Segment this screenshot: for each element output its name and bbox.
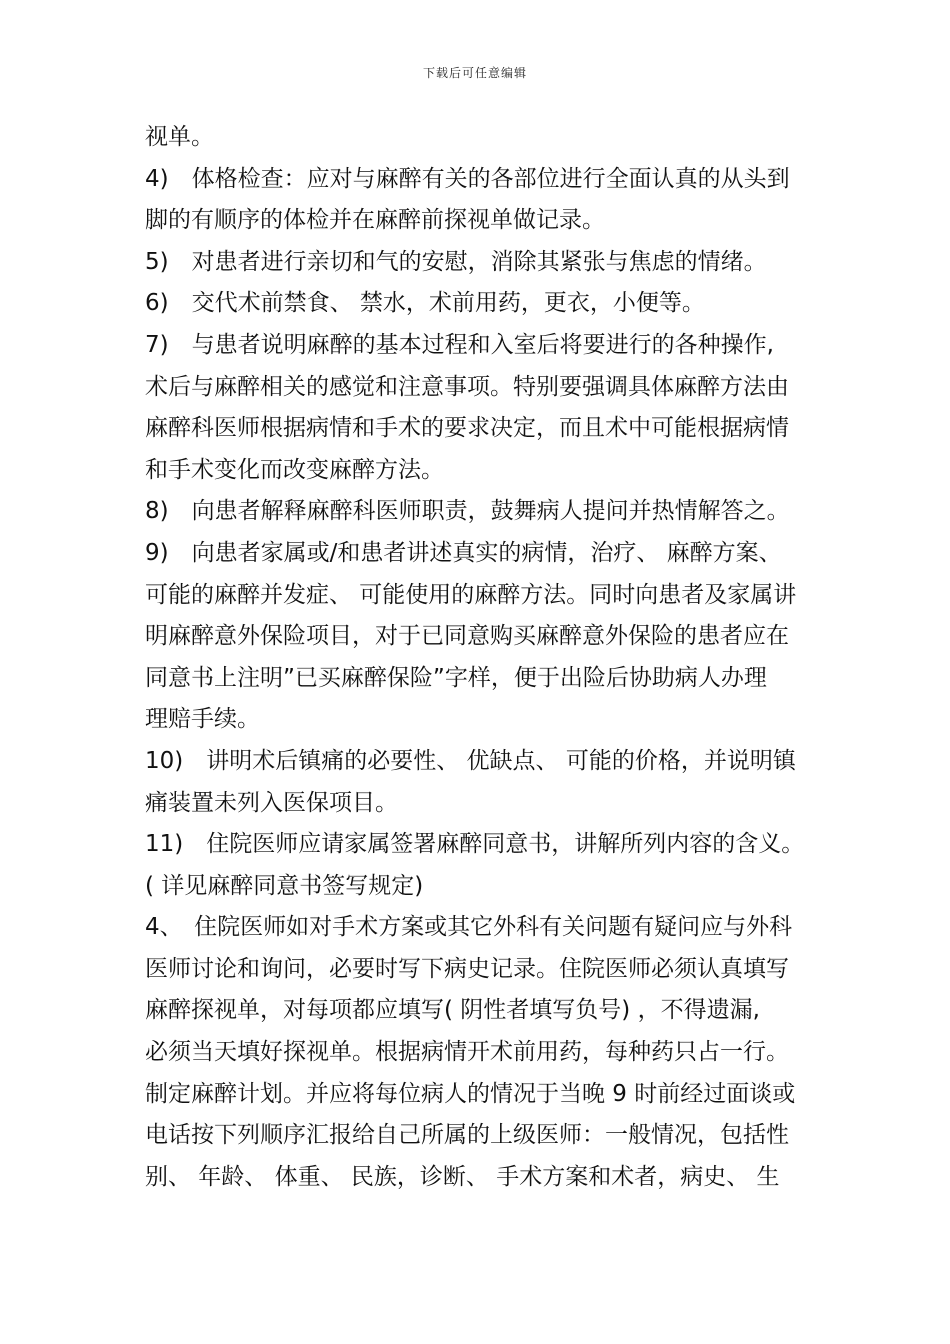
text-line: 5) 对患者进行亲切和气的安慰，消除其紧张与焦虑的情绪。 [145, 248, 767, 275]
text-line: 7) 与患者说明麻醉的基本过程和入室后将要进行的各种操作, [145, 331, 774, 358]
text-line: 电话按下列顺序汇报给自己所属的上级医师：一般情况，包括性 [145, 1122, 789, 1149]
text-line: 视单。 [145, 124, 214, 150]
text-line: 8) 向患者解释麻醉科医师职责，鼓舞病人提问并热情解答之。 [145, 498, 790, 525]
page-header: 下载后可任意编辑 [422, 66, 527, 80]
text-line: ( 详见麻醉同意书签写规定) [145, 872, 424, 899]
text-line: 可能的麻醉并发症、 可能使用的麻醉方法。同时向患者及家属讲 [145, 581, 797, 608]
text-line: 10) 讲明术后镇痛的必要性、 优缺点、 可能的价格，并说明镇 [145, 747, 796, 774]
text-line: 4) 体格检查：应对与麻醉有关的各部位进行全面认真的从头到 [145, 165, 790, 192]
text-line: 痛装置未列入医保项目。 [145, 789, 398, 816]
text-line: 明麻醉意外保险项目，对于已同意购买麻醉意外保险的患者应在 [145, 623, 789, 650]
text-line: 制定麻醉计划。并应将每位病人的情况于当晚 9 时前经过面谈或 [145, 1080, 796, 1107]
text-line: 4、 住院医师如对手术方案或其它外科有关问题有疑问应与外科 [145, 914, 793, 941]
text-line: 脚的有顺序的体检并在麻醉前探视单做记录。 [145, 207, 605, 234]
text-line: 9) 向患者家属或/和患者讲述真实的病情，治疗、 麻醉方案、 [145, 539, 782, 566]
text-line: 同意书上注明”已买麻醉保险”字样，便于出险后协助病人办理 [145, 664, 767, 691]
text-line: 6) 交代术前禁食、 禁水，术前用药，更衣，小便等。 [145, 290, 705, 317]
text-line: 必须当天填好探视单。根据病情开术前用药，每种药只占一行。 [145, 1039, 789, 1066]
text-line: 麻醉探视单，对每项都应填写( 阴性者填写负号) ，不得遗漏, [145, 997, 760, 1024]
text-line: 术后与麻醉相关的感觉和注意事项。特别要强调具体麻醉方法由 [145, 373, 789, 400]
text-line: 和手术变化而改变麻醉方法。 [145, 456, 444, 483]
text-line: 理赔手续。 [145, 706, 260, 733]
text-line: 11) 住院医师应请家属签署麻醉同意书，讲解所列内容的含义。 [145, 831, 805, 858]
text-line: 麻醉科医师根据病情和手术的要求决定，而且术中可能根据病情 [145, 415, 789, 442]
text-line: 别、 年龄、 体重、 民族，诊断、 手术方案和术者，病史、 生 [145, 1163, 780, 1190]
text-line: 医师讨论和询问，必要时写下病史记录。住院医师必须认真填写 [145, 955, 789, 982]
document-body [145, 118, 810, 1199]
